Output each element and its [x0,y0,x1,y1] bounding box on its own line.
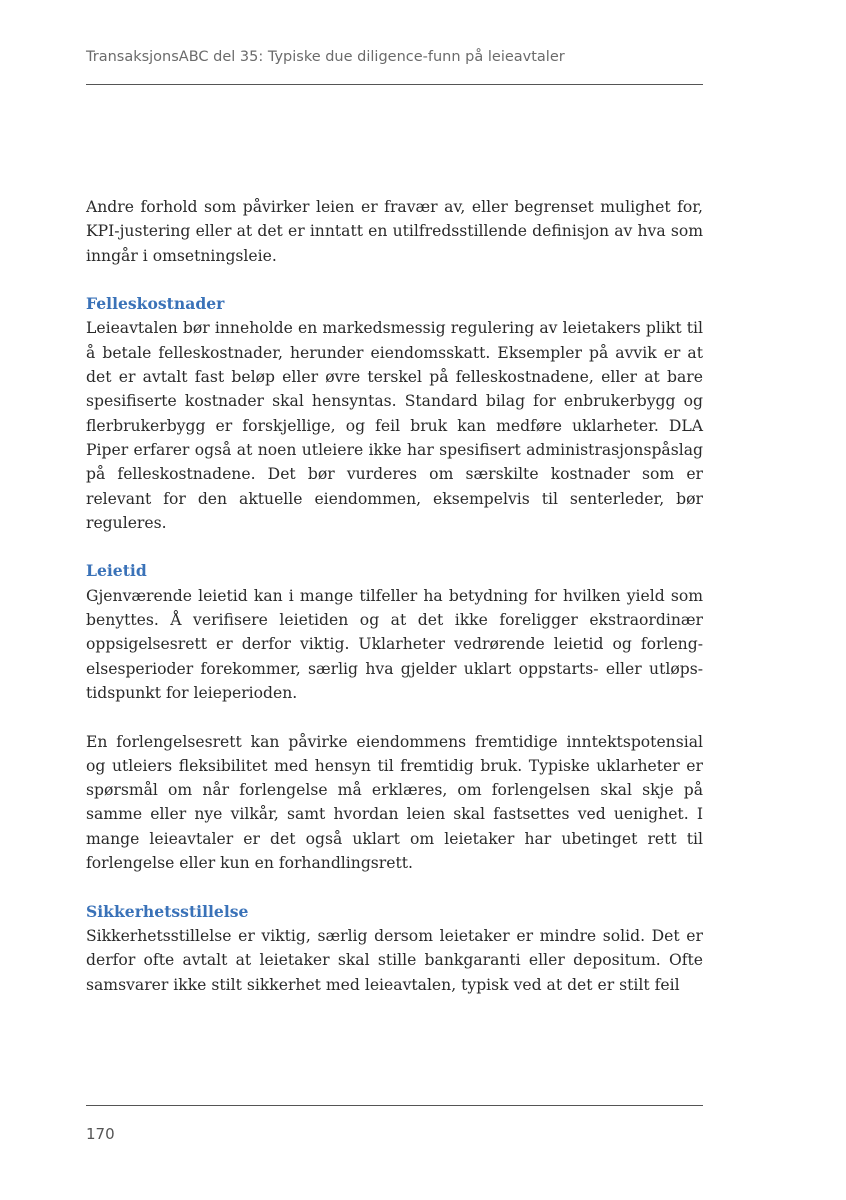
section-sikkerhetsstillelse [86,900,703,997]
section-heading: Sikkerhetsstillelse [86,901,249,921]
section-paragraph: En forlengelsesrett kan påvirke eiendommens fremtidige inntektspotensial og utleiers fleksibilitet med hensyn til fremtidig bruk. Typiske uklarheter er spørsmål om når forlengelse må erklæres, om forlengelsen skal skje på samme eller nye vilkår, samt hvordan leien skal fastsettes ved uenighet. I mange leieavtaler er det også uklart om leietaker har ubetinget rett til forlengelse eller kun en forhandlingsrett. [86,732,703,873]
page-number: 170 [86,1125,115,1143]
running-header-title: TransaksjonsABC del 35: Typiske due diligence-funn på leieavtaler [86,49,565,65]
section-leietid [86,559,703,705]
section-heading: Felleskostnader [86,294,225,314]
body-text [86,195,703,997]
header-divider [86,84,703,85]
footer-divider [86,1105,703,1106]
section-paragraph: Gjenværende leietid kan i mange tilfeller ha betydning for hvilken yield som benyttes. Å verifisere leietiden og at det ikke foreligger ekstraordinær oppsigelsesrett er derfor viktig. Uklarheter vedrørende leietid og forlengelsesperioder forekommer, særlig hva gjelder uklart oppstarts- eller utløpstidspunkt for leieperioden. [86,586,703,702]
section-heading: Leietid [86,561,147,581]
intro-paragraph: Andre forhold som påvirker leien er fravær av, eller begrenset mulighet for, KPI-justering eller at det er inntatt en utilfredsstillende definisjon av hva som inngår i omsetningsleie. [86,198,703,265]
section-felleskostnader [86,292,703,535]
section-paragraph: Leieavtalen bør inneholde en markedsmessig regulering av leietakers plikt til å betale felleskostnader, herunder eiendomsskatt. Eksempler på avvik er at det er avtalt fast beløp eller øvre terskel på felleskostnadene, eller at bare spesifiserte kostnader skal hensyntas. Standard bilag for enbrukerbygg og flerbrukerbygg er forskjellige, og feil bruk kan medføre uklarheter. DLA Piper erfarer også at noen utleiere ikke har spesifisert administrasjonspåslag på felleskostnadene. Det bør vurderes om særskilte kostnader som er relevant for den aktuelle eiendommen, eksempelvis til senterleder, bør reguleres. [86,319,703,532]
section-paragraph: Sikkerhetsstillelse er viktig, særlig dersom leietaker er mindre solid. Det er derfor ofte avtalt at leietaker skal stille bankgaranti eller depositum. Ofte samsvarer ikke stilt sikkerhet med leieavtalen, typisk ved at det er stilt feil [86,926,703,994]
